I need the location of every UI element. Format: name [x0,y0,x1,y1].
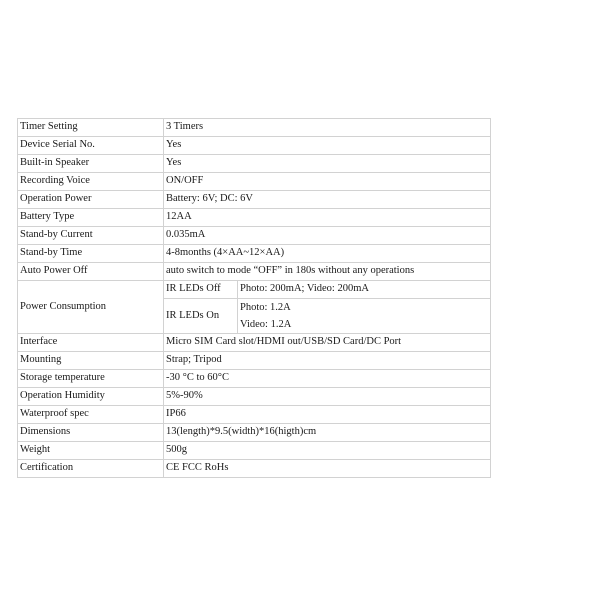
table-row [18,137,491,155]
spec-label: Stand-by Current [18,227,164,245]
spec-label: Timer Setting [18,119,164,137]
spec-label: Battery Type [18,209,164,227]
ir-off-value: Photo: 200mA; Video: 200mA [238,281,491,299]
spec-label: Weight [18,442,164,460]
spec-value: auto switch to mode “OFF” in 180s without any operations [164,263,491,281]
spec-value: Yes [164,155,491,173]
table-row [18,209,491,227]
spec-table [17,118,491,478]
spec-value: Micro SIM Card slot/HDMI out/USB/SD Card/DC Port [164,334,491,352]
spec-label: Built-in Speaker [18,155,164,173]
table-row [18,155,491,173]
spec-label: Device Serial No. [18,137,164,155]
table-row [18,334,491,352]
spec-value: 500g [164,442,491,460]
spec-label: Auto Power Off [18,263,164,281]
table-row [18,191,491,209]
spec-value: 0.035mA [164,227,491,245]
spec-label: Storage temperature [18,370,164,388]
spec-value: IP66 [164,406,491,424]
table-row [18,442,491,460]
ir-on-photo: Photo: 1.2A [240,302,291,313]
table-row [18,406,491,424]
table-row [18,263,491,281]
spec-label: Waterproof spec [18,406,164,424]
spec-label: Operation Power [18,191,164,209]
ir-off-label: IR LEDs Off [164,281,238,299]
table-row [18,119,491,137]
spec-value: 12AA [164,209,491,227]
ir-on-label: IR LEDs On [164,299,238,334]
spec-label: Power Consumption [18,281,164,334]
spec-value: 5%-90% [164,388,491,406]
table-row [18,460,491,478]
table-row [18,388,491,406]
spec-value: 3 Timers [164,119,491,137]
spec-label: Interface [18,334,164,352]
spec-label: Mounting [18,352,164,370]
table-row [18,352,491,370]
table-row [18,173,491,191]
spec-value: Yes [164,137,491,155]
table-row [18,245,491,263]
spec-value: CE FCC RoHs [164,460,491,478]
spec-label: Certification [18,460,164,478]
spec-value: -30 °C to 60°C [164,370,491,388]
spec-value: ON/OFF [164,173,491,191]
ir-on-video: Video: 1.2A [240,319,292,330]
spec-value: Strap; Tripod [164,352,491,370]
spec-label: Operation Humidity [18,388,164,406]
spec-value: 4-8months (4×AA~12×AA) [164,245,491,263]
table-row [18,227,491,245]
spec-label: Recording Voice [18,173,164,191]
spec-value: Battery: 6V; DC: 6V [164,191,491,209]
table-row [18,424,491,442]
spec-value: 13(length)*9.5(width)*16(higth)cm [164,424,491,442]
table-row-power [18,281,491,299]
spec-label: Stand-by Time [18,245,164,263]
table-row [18,370,491,388]
spec-label: Dimensions [18,424,164,442]
ir-on-value [238,299,491,334]
